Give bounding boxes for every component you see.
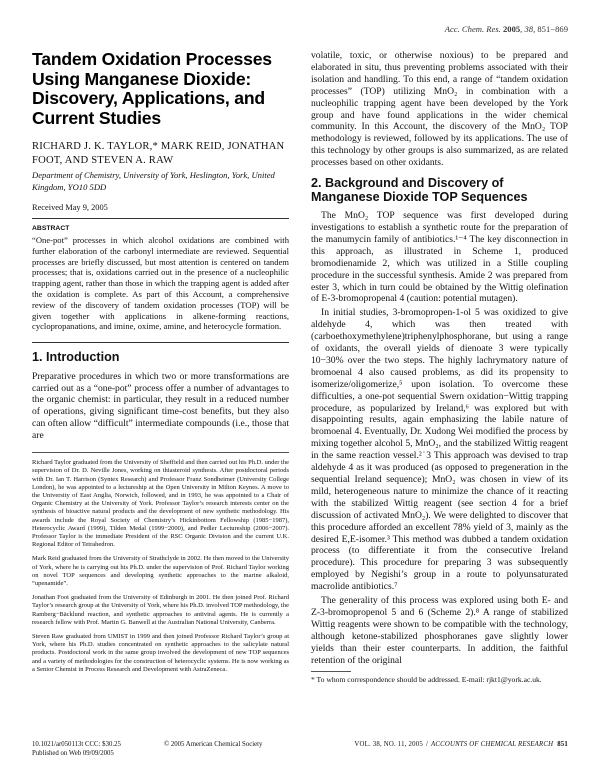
background-heading: 2. Background and Discovery of Manganese Dioxide TOP Sequences xyxy=(311,176,528,204)
intro-paragraph: Preparative procedures in which two or more transformations are carried out as a “one-pot” process offer a number of advantages to the organic chemist: in particular, they result in a reduced number of operations, giving significant time-cost benefits, but they also can often allow “difficult” intermediate compounds (i.e., those that are xyxy=(32,370,289,442)
running-header: Acc. Chem. Res. 2005, 38, 851−869 xyxy=(444,24,568,34)
footer-copyright: © 2005 American Chemical Society xyxy=(164,741,263,748)
header-pages: 851−869 xyxy=(537,24,568,34)
abstract-divider xyxy=(32,218,289,219)
correspondence-note: * To whom correspondence should be addressed. E-mail: rjkt1@york.ac.uk. xyxy=(311,674,542,684)
left-column xyxy=(32,50,289,740)
header-journal: Acc. Chem. Res. xyxy=(444,24,501,34)
background-paragraph-3: The generality of this process was explored using both E- and Z-3-bromopropenol 5 and 6 (Scheme 2).⁸ A range of stabilized Wittig reagents were shown to be compatible with the technology, although ketone-stabilized phosphoranes gave slightly lower yields than their ester counterparts. In addition, the faithful retention of the original xyxy=(311,595,568,666)
footer-doi: 10.1021/ar050113t CCC: $30.25 xyxy=(32,741,121,748)
background-paragraph-2: In initial studies, 3-bromopropen-1-ol 5 was oxidized to give aldehyde 4, which was then treated with (carboethoxymethylene)triphenylphosphorane, but using a range of oxidants, the overall yields of dienoate 3 were typically 10−30% over the two steps. The highly lachrymatory nature of bromoenal 4 also caused problems, as did its propensity to isomerize/oligomerize,⁵ upon isolation. To overcome these difficulties, a one-pot sequential Swern oxidation−Wittig trapping procedure, as popularized by Ireland,⁶ was explored but with disappointing results, again emphasizing the labile nature of bromoenal 4. Eventually, Dr. Xudong Wei modified the process by mixing together alcohol 5, MnO₂, and the stabilized Wittig reagent in the same reaction vessel.²˙3 This approach was devised to trap aldehyde 4 as it was produced (as opposed to pregeneration in the sequential Ireland sequence); MnO₂ was chosen in view of its mild, heterogeneous nature to minimize the chance of it reacting with the stabilized Wittig reagent (see section 4 for a brief discussion of activated MnO₂). We were delighted to discover that this procedure afforded an excellent 78% yield of 3, mainly as the desired E,E-isomer.³ This method was dubbed a tandem oxidation process (to differentiate it from the consecutive Ireland procedure). This procedure for preparing 3 was subsequently employed by Negishi’s group in a route to polyunsaturated macrolide antibiotics.⁷ xyxy=(311,307,568,593)
bio-divider xyxy=(32,452,289,453)
article-title: Tandem Oxidation Processes Using Manganese Dioxide: Discovery, Applications, and Current Studies xyxy=(32,49,272,128)
bio-taylor: Richard Taylor graduated from the University of Sheffield and then carried out his Ph.D. under the supervision of Dr. D. Neville Jones, working on thiasteroid synthesis. After postdoctoral periods with Dr. Ian T. Harrison (Syntex Research) and Professor Franz Sondheimer (University College London), he was appointed to a lectureship at the Open University in Milton Keynes. A move to the University of East Anglia, Norwich, followed, and in 1993, he was appointed to a Chair of Organic Chemistry at the University of York. Professor Taylor’s research interests center on the synthesis of bioactive natural products and the development of new synthetic methodology. His awards include the Royal Society of Chemistry’s Hickinbottom Fellowship (1985−1987), Heterocyclic Award (1999), Tilden Medal (1999−2000), and Pedler Lectureship (2006−2007). Professor Taylor is the immediate President of the RSC Organic Division and the current U.K. Regional Editor of Tetrahedron. xyxy=(32,459,289,549)
header-volume: 38 xyxy=(524,24,534,34)
background-paragraph-1: The MnO₂ TOP sequence was first developed during investigations to establish a synthetic route for the preparation of the manumycin family of antibiotics.¹⁻⁴ The key disconnection in this approach, as illustrated in Scheme 1, produced bromodienamide 2, which was utilized in a Stille coupling procedure in the successful synthesis. Amide 2 was prepared from ester 3, which in turn could be obtained by the Wittig olefination of E-3-bromopropenal 4 (caution: potential mutagen). xyxy=(311,210,568,305)
author-affiliation: Department of Chemistry, University of York, Heslington, York, United Kingdom, YO10 5DD xyxy=(32,170,275,192)
header-year: 2005 xyxy=(502,24,521,34)
bio-foot: Jonathan Foot graduated from the University of Edinburgh in 2001. He then joined Prof. Richard Taylor’s research group at the University of York, where his Ph.D. involved TOP methodology, the Ramberg−Bäcklund reaction, and synthetic approaches to antiviral agents. He is currently a research fellow with Prof. Martin G. Banwell at the Australian National University, Canberra. xyxy=(32,594,289,626)
bio-reid: Mark Reid graduated from the University of Strathclyde in 2002. He then moved to the University of York, where he is carrying out his Ph.D. under the supervision of Prof. Richard Taylor working on novel TOP sequences and developing synthetic approaches to the marine alkaloid, “upenamide”. xyxy=(32,555,289,587)
footer-left xyxy=(32,741,332,759)
correspondence-rule xyxy=(311,671,351,672)
received-date: Received May 9, 2005 xyxy=(32,203,108,212)
author-list: RICHARD J. K. TAYLOR,* MARK REID, JONATHAN FOOT, AND STEVEN A. RAW xyxy=(32,141,285,166)
footer-page-number: 851 xyxy=(557,741,568,748)
intro-continued: volatile, toxic, or otherwise noxious) to be prepared and elaborated in situ, thus preventing problems associated with their isolation and handling. To this end, a range of “tandem oxidation processes” (TOP) utilizing MnO₂ in combination with a nucleophilic trapping agent have been developed by the York group and have found applications in the wider chemical community. In this Account, the discovery of the MnO₂ TOP methodology is reviewed, followed by its applications. The use of this technology by other groups is also summarized, as are related processes based on other oxidants. xyxy=(311,50,568,169)
section-divider xyxy=(32,342,289,343)
footer-volume-info: VOL. 38, NO. 11, 2005 xyxy=(354,741,423,748)
bio-raw: Steven Raw graduated from UMIST in 1999 and then joined Professor Richard Taylor’s group at York, where his Ph.D. studies concentrated on synthetic approaches to the salicylate natural products. Postdoctoral work in the same group involved the development of new TOP sequences and a variety of methodologies for the construction of heterocyclic systems. He is now working as a Senior Chemist in Process Research and Development with AstraZeneca. xyxy=(32,632,289,673)
right-column xyxy=(311,50,568,740)
abstract-label: ABSTRACT xyxy=(32,225,70,232)
intro-heading: 1. Introduction xyxy=(32,350,120,365)
abstract-text: “One-pot” processes in which alcohol oxidations are combined with further elaboration of the carbonyl intermediate are reviewed. Sequential processes are briefly discussed, but most attention is centered on tandem processes; that is, oxidations carried out in the presence of a nucleophilic trapping agent, rather than those in which the trapping agent is added after the oxidation is complete. As part of this Account, a comprehensive review of the discovery of tandem oxidation processes (TOP) will be given together with applications in alkene-forming reactions, cyclopropanations, and imine, oxime, amine, and heterocycle formation. xyxy=(32,235,289,332)
footer-journal: ACCOUNTS OF CHEMICAL RESEARCH xyxy=(431,741,554,748)
footer-published: Published on Web 09/09/2005 xyxy=(32,749,114,757)
footer-right: VOL. 38, NO. 11, 2005 / ACCOUNTS OF CHEMICAL RESEARCH 851 xyxy=(354,741,568,748)
